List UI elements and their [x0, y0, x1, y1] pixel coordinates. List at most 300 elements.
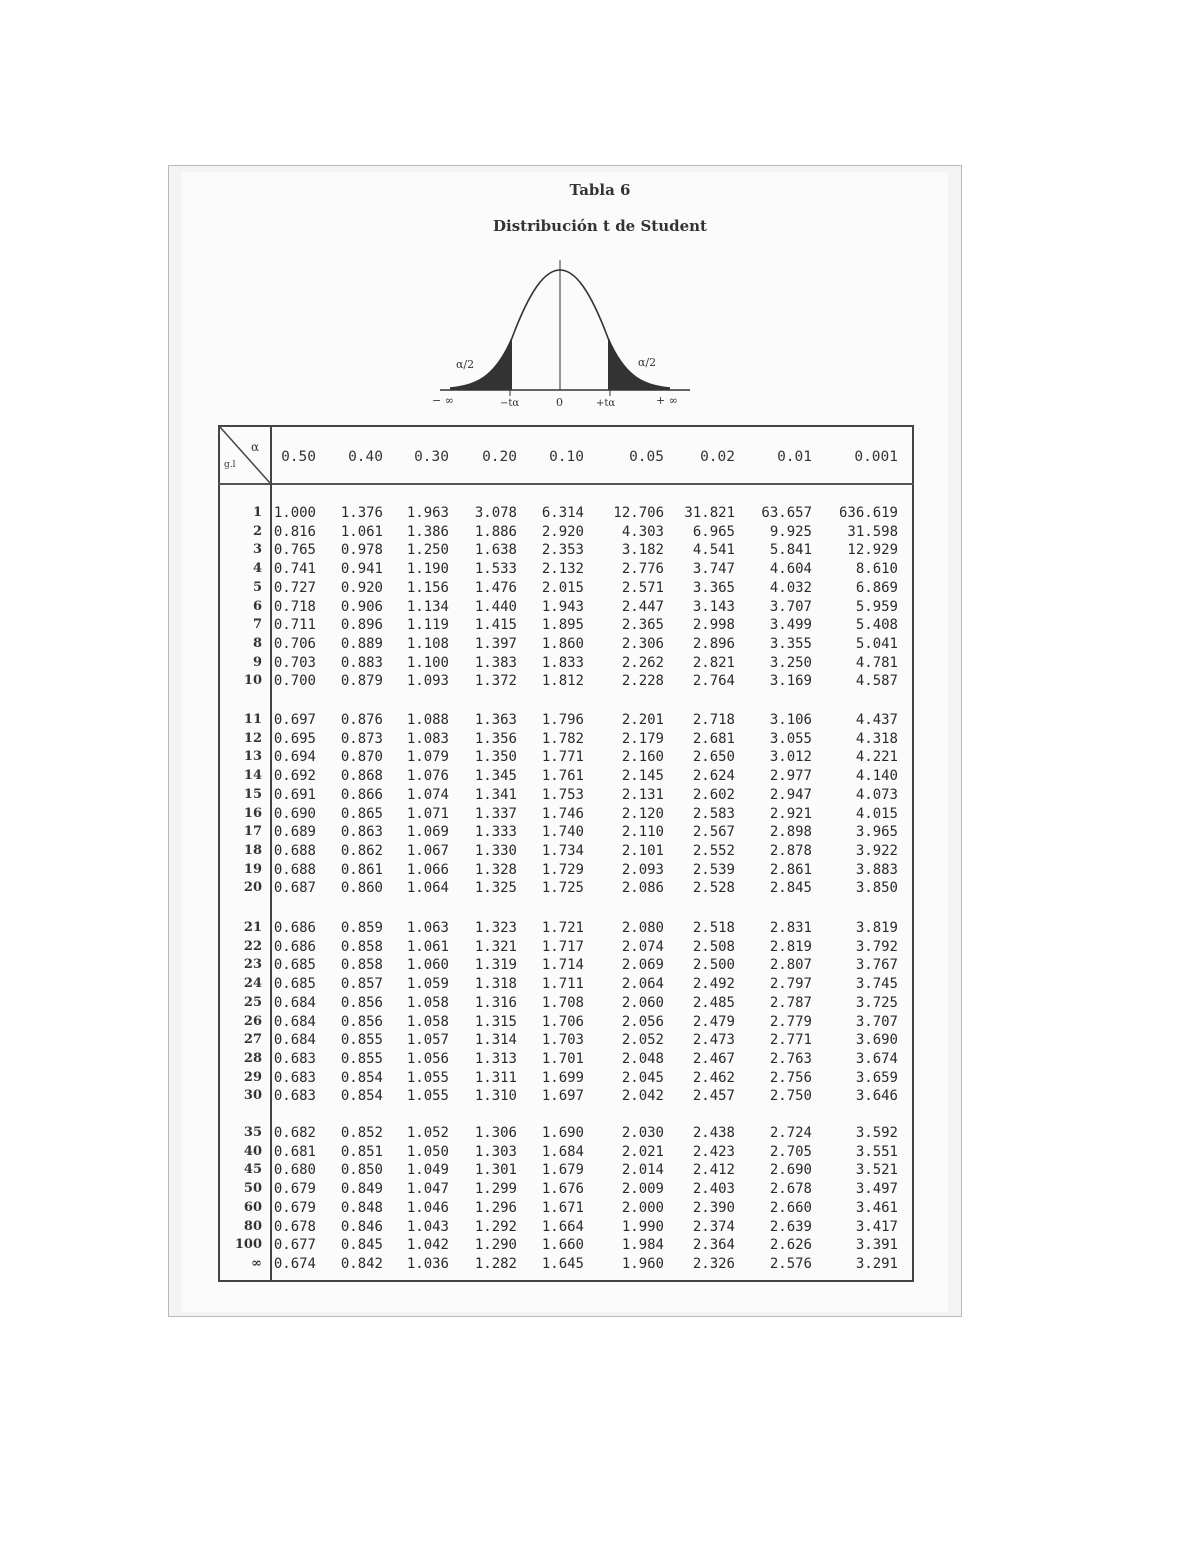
table-cell: 0.685: [273, 976, 316, 993]
table-cell: 1.282: [474, 1255, 517, 1272]
df-cell: 18: [243, 842, 262, 858]
table-cell: 1.660: [541, 1237, 584, 1254]
table-cell: 2.086: [621, 880, 664, 897]
table-cell: 1.316: [474, 994, 517, 1011]
table-cell: 1.310: [474, 1088, 517, 1105]
table-cell: 1.963: [406, 505, 449, 521]
df-cell: 26: [243, 1013, 262, 1029]
table-cell: 0.858: [340, 938, 383, 955]
table-cell: 0.866: [340, 786, 383, 803]
df-cell: 15: [243, 786, 262, 802]
table-cell: 2.660: [769, 1199, 812, 1216]
table-cell: 1.415: [474, 617, 517, 634]
table-cell: 1.108: [406, 635, 449, 652]
table-cell: 1.064: [406, 880, 449, 897]
table-cell: 0.857: [340, 976, 383, 993]
table-cell: 3.391: [855, 1237, 898, 1254]
table-cell: 1.330: [474, 842, 517, 859]
df-cell: 29: [243, 1069, 262, 1085]
table-cell: 2.000: [621, 1199, 664, 1216]
pos-inf-label: + ∞: [656, 394, 678, 407]
table-cell: 0.855: [340, 1050, 383, 1067]
alpha-header-4: 0.10: [549, 449, 584, 465]
table-cell: 2.014: [621, 1162, 664, 1179]
table-cell: 0.690: [273, 805, 316, 822]
table-cell: 2.110: [621, 824, 664, 841]
df-cell: 14: [243, 768, 262, 784]
table-cell: 1.729: [541, 861, 584, 878]
table-cell: 3.169: [769, 673, 812, 690]
table-cell: 3.365: [692, 579, 735, 596]
table-cell: 2.485: [692, 994, 735, 1011]
table-cell: 2.412: [692, 1162, 735, 1179]
table-cell: 0.686: [273, 920, 316, 936]
table-cell: 2.056: [621, 1013, 664, 1030]
table-cell: 0.859: [340, 920, 383, 936]
table-cell: 2.819: [769, 938, 812, 955]
df-cell: 23: [243, 957, 262, 973]
table-cell: 0.684: [273, 994, 316, 1011]
table-cell: 1.119: [406, 617, 449, 634]
table-cell: 1.860: [541, 635, 584, 652]
table-cell: 3.725: [855, 994, 898, 1011]
table-cell: 0.852: [340, 1125, 383, 1141]
df-cell: 13: [243, 749, 262, 765]
table-cell: 3.551: [855, 1143, 898, 1160]
table-cell: 1.717: [541, 938, 584, 955]
table-cell: 1.345: [474, 768, 517, 785]
table-cell: 1.314: [474, 1032, 517, 1049]
df-cell: 17: [243, 824, 262, 840]
table-cell: 1.074: [406, 786, 449, 803]
table-cell: 1.292: [474, 1218, 517, 1235]
table-cell: 2.064: [621, 976, 664, 993]
df-cell: 20: [243, 880, 262, 896]
table-cell: 1.796: [541, 712, 584, 728]
alpha-header-6: 0.02: [700, 449, 735, 465]
df-cell: ∞: [251, 1255, 262, 1271]
table-cell: 1.734: [541, 842, 584, 859]
table-cell: 0.865: [340, 805, 383, 822]
table-cell: 0.849: [340, 1181, 383, 1198]
table-cell: 0.683: [273, 1050, 316, 1067]
df-cell: 28: [243, 1050, 262, 1066]
table-cell: 0.848: [340, 1199, 383, 1216]
df-cell: 9: [252, 654, 262, 670]
table-cell: 0.688: [273, 842, 316, 859]
table-cell: 2.120: [621, 805, 664, 822]
table-cell: 2.771: [769, 1032, 812, 1049]
alpha-header-8: 0.001: [854, 449, 898, 465]
table-cell: 1.740: [541, 824, 584, 841]
table-cell: 2.639: [769, 1218, 812, 1235]
table-cell: 1.761: [541, 768, 584, 785]
table-cell: 3.819: [855, 920, 898, 936]
table-cell: 2.539: [692, 861, 735, 878]
table-cell: 2.583: [692, 805, 735, 822]
table-cell: 0.879: [340, 673, 383, 690]
table-cell: 1.771: [541, 749, 584, 766]
table-cell: 1.315: [474, 1013, 517, 1030]
df-cell: 50: [243, 1181, 262, 1197]
table-cell: 1.690: [541, 1125, 584, 1141]
table-cell: 1.990: [621, 1218, 664, 1235]
table-cell: 1.664: [541, 1218, 584, 1235]
alpha-header-2: 0.30: [414, 449, 449, 465]
table-cell: 3.850: [855, 880, 898, 897]
table-cell: 3.497: [855, 1181, 898, 1198]
table-cell: 1.676: [541, 1181, 584, 1198]
table-cell: 2.681: [692, 730, 735, 747]
table-cell: 2.015: [541, 579, 584, 596]
table-cell: 3.592: [855, 1125, 898, 1141]
alpha-label: α: [251, 440, 260, 454]
table-cell: 2.650: [692, 749, 735, 766]
table-cell: 3.143: [692, 598, 735, 615]
df-cell: 16: [243, 805, 262, 821]
table-cell: 0.873: [340, 730, 383, 747]
table-cell: 1.333: [474, 824, 517, 841]
table-cell: 63.657: [761, 505, 812, 521]
table-cell: 2.093: [621, 861, 664, 878]
t-distribution-curve: [420, 250, 720, 410]
table-cell: 1.058: [406, 1013, 449, 1030]
table-cell: 1.290: [474, 1237, 517, 1254]
table-cell: 1.066: [406, 861, 449, 878]
table-cell: 2.624: [692, 768, 735, 785]
table-cell: 0.679: [273, 1199, 316, 1216]
table-cell: 2.438: [692, 1125, 735, 1141]
table-cell: 1.782: [541, 730, 584, 747]
table-cell: 0.856: [340, 1013, 383, 1030]
table-cell: 4.587: [855, 673, 898, 690]
table-cell: 2.403: [692, 1181, 735, 1198]
table-cell: 2.807: [769, 957, 812, 974]
table-cell: 1.984: [621, 1237, 664, 1254]
table-cell: 0.718: [273, 598, 316, 615]
table-cell: 1.134: [406, 598, 449, 615]
table-cell: 3.690: [855, 1032, 898, 1049]
table-cell: 1.812: [541, 673, 584, 690]
table-cell: 0.856: [340, 994, 383, 1011]
table-cell: 5.408: [855, 617, 898, 634]
table-cell: 1.059: [406, 976, 449, 993]
table-cell: 3.499: [769, 617, 812, 634]
table-cell: 12.706: [613, 505, 664, 521]
table-cell: 2.528: [692, 880, 735, 897]
table-cell: 0.703: [273, 654, 316, 671]
table-cell: 0.695: [273, 730, 316, 747]
table-cell: 0.677: [273, 1237, 316, 1254]
table-cell: 0.883: [340, 654, 383, 671]
table-cell: 2.160: [621, 749, 664, 766]
df-cell: 40: [243, 1143, 262, 1159]
table-cell: 2.845: [769, 880, 812, 897]
table-cell: 4.221: [855, 749, 898, 766]
table-cell: 1.036: [406, 1255, 449, 1272]
table-cell: 3.417: [855, 1218, 898, 1235]
table-cell: 0.941: [340, 561, 383, 578]
table-cell: 0.741: [273, 561, 316, 578]
table-cell: 5.959: [855, 598, 898, 615]
table-cell: 0.906: [340, 598, 383, 615]
df-cell: 30: [243, 1088, 262, 1104]
table-cell: 1.088: [406, 712, 449, 728]
table-cell: 2.048: [621, 1050, 664, 1067]
table-cell: 2.896: [692, 635, 735, 652]
table-cell: 0.868: [340, 768, 383, 785]
table-cell: 1.721: [541, 920, 584, 936]
table-cell: 0.688: [273, 861, 316, 878]
table-cell: 2.101: [621, 842, 664, 859]
table-cell: 1.323: [474, 920, 517, 936]
table-cell: 31.598: [847, 523, 898, 540]
table-cell: 1.746: [541, 805, 584, 822]
table-cell: 3.106: [769, 712, 812, 728]
table-cell: 2.776: [621, 561, 664, 578]
table-cell: 2.365: [621, 617, 664, 634]
table-cell: 1.055: [406, 1088, 449, 1105]
table-cell: 2.552: [692, 842, 735, 859]
df-cell: 80: [243, 1218, 262, 1234]
table-cell: 4.015: [855, 805, 898, 822]
table-cell: 3.055: [769, 730, 812, 747]
table-cell: 1.071: [406, 805, 449, 822]
table-cell: 4.781: [855, 654, 898, 671]
table-cell: 1.684: [541, 1143, 584, 1160]
table-cell: 1.060: [406, 957, 449, 974]
table-cell: 0.700: [273, 673, 316, 690]
table-cell: 1.050: [406, 1143, 449, 1160]
table-cell: 6.965: [692, 523, 735, 540]
table-cell: 2.052: [621, 1032, 664, 1049]
table-cell: 0.674: [273, 1255, 316, 1272]
table-cell: 2.132: [541, 561, 584, 578]
table-cell: 2.060: [621, 994, 664, 1011]
table-cell: 1.886: [474, 523, 517, 540]
table-cell: 3.792: [855, 938, 898, 955]
table-cell: 0.851: [340, 1143, 383, 1160]
table-cell: 3.461: [855, 1199, 898, 1216]
table-cell: 1.061: [406, 938, 449, 955]
table-cell: 2.423: [692, 1143, 735, 1160]
df-cell: 25: [243, 994, 262, 1010]
table-cell: 3.012: [769, 749, 812, 766]
table-cell: 5.041: [855, 635, 898, 652]
table-cell: 2.831: [769, 920, 812, 936]
table-cell: 2.457: [692, 1088, 735, 1105]
table-cell: 2.920: [541, 523, 584, 540]
table-cell: 1.079: [406, 749, 449, 766]
table-cell: 1.638: [474, 542, 517, 559]
table-cell: 1.046: [406, 1199, 449, 1216]
table-cell: 0.816: [273, 523, 316, 540]
table-cell: 1.100: [406, 654, 449, 671]
table-subtitle: Distribución t de Student: [493, 217, 707, 235]
alpha-header-7: 0.01: [777, 449, 812, 465]
table-cell: 0.689: [273, 824, 316, 841]
table-cell: 1.076: [406, 768, 449, 785]
table-cell: 2.467: [692, 1050, 735, 1067]
table-cell: 3.078: [474, 505, 517, 521]
table-cell: 1.093: [406, 673, 449, 690]
header-rule: [218, 483, 914, 485]
table-cell: 3.747: [692, 561, 735, 578]
table-cell: 1.301: [474, 1162, 517, 1179]
table-cell: 1.303: [474, 1143, 517, 1160]
table-cell: 1.708: [541, 994, 584, 1011]
table-cell: 1.067: [406, 842, 449, 859]
neg-inf-label: − ∞: [432, 394, 454, 407]
table-cell: 2.626: [769, 1237, 812, 1254]
table-cell: 2.500: [692, 957, 735, 974]
table-cell: 2.764: [692, 673, 735, 690]
table-cell: 2.009: [621, 1181, 664, 1198]
table-cell: 1.397: [474, 635, 517, 652]
table-cell: 1.055: [406, 1069, 449, 1086]
table-cell: 1.714: [541, 957, 584, 974]
table-cell: 1.000: [273, 505, 316, 521]
table-cell: 2.690: [769, 1162, 812, 1179]
table-cell: 0.889: [340, 635, 383, 652]
table-cell: 3.291: [855, 1255, 898, 1272]
table-cell: 636.619: [838, 505, 898, 521]
df-cell: 12: [243, 730, 262, 746]
table-cell: 1.645: [541, 1255, 584, 1272]
table-cell: 1.833: [541, 654, 584, 671]
table-cell: 2.262: [621, 654, 664, 671]
table-cell: 3.922: [855, 842, 898, 859]
table-cell: 1.711: [541, 976, 584, 993]
table-cell: 1.325: [474, 880, 517, 897]
table-cell: 1.703: [541, 1032, 584, 1049]
table-cell: 1.960: [621, 1255, 664, 1272]
table-cell: 0.862: [340, 842, 383, 859]
table-cell: 1.069: [406, 824, 449, 841]
table-cell: 0.711: [273, 617, 316, 634]
table-cell: 2.779: [769, 1013, 812, 1030]
table-cell: 2.080: [621, 920, 664, 936]
table-cell: 1.372: [474, 673, 517, 690]
df-cell: 45: [243, 1162, 262, 1178]
table-cell: 1.063: [406, 920, 449, 936]
table-cell: 0.685: [273, 957, 316, 974]
table-cell: 0.896: [340, 617, 383, 634]
table-cell: 0.681: [273, 1143, 316, 1160]
table-cell: 3.355: [769, 635, 812, 652]
table-cell: 2.479: [692, 1013, 735, 1030]
table-cell: 2.787: [769, 994, 812, 1011]
table-cell: 2.921: [769, 805, 812, 822]
df-cell: 21: [243, 920, 262, 935]
df-cell: 100: [234, 1237, 262, 1253]
table-cell: 4.073: [855, 786, 898, 803]
table-cell: 6.314: [541, 505, 584, 521]
table-cell: 3.521: [855, 1162, 898, 1179]
table-cell: 3.745: [855, 976, 898, 993]
df-cell: 6: [252, 598, 262, 614]
table-cell: 1.052: [406, 1125, 449, 1141]
df-cell: 35: [243, 1125, 262, 1140]
df-cell: 60: [243, 1199, 262, 1215]
table-cell: 1.376: [340, 505, 383, 521]
table-cell: 0.692: [273, 768, 316, 785]
table-cell: 1.296: [474, 1199, 517, 1216]
df-cell: 3: [252, 542, 262, 558]
table-cell: 2.042: [621, 1088, 664, 1105]
df-cell: 24: [243, 976, 262, 992]
table-cell: 2.567: [692, 824, 735, 841]
table-cell: 8.610: [855, 561, 898, 578]
table-cell: 5.841: [769, 542, 812, 559]
alpha-header-0: 0.50: [281, 449, 316, 465]
table-cell: 2.447: [621, 598, 664, 615]
table-cell: 2.508: [692, 938, 735, 955]
table-cell: 2.678: [769, 1181, 812, 1198]
table-cell: 0.978: [340, 542, 383, 559]
table-cell: 1.440: [474, 598, 517, 615]
table-cell: 3.965: [855, 824, 898, 841]
table-cell: 2.021: [621, 1143, 664, 1160]
table-cell: 0.679: [273, 1181, 316, 1198]
table-cell: 0.686: [273, 938, 316, 955]
alpha-header-3: 0.20: [482, 449, 517, 465]
table-cell: 2.473: [692, 1032, 735, 1049]
table-cell: 2.390: [692, 1199, 735, 1216]
table-cell: 2.705: [769, 1143, 812, 1160]
table-cell: 0.850: [340, 1162, 383, 1179]
table-cell: 0.842: [340, 1255, 383, 1272]
table-cell: 1.337: [474, 805, 517, 822]
table-cell: 1.058: [406, 994, 449, 1011]
table-cell: 2.462: [692, 1069, 735, 1086]
df-cell: 10: [243, 673, 262, 689]
table-cell: 2.861: [769, 861, 812, 878]
table-cell: 1.311: [474, 1069, 517, 1086]
df-cell: 11: [243, 712, 262, 727]
table-cell: 0.687: [273, 880, 316, 897]
table-cell: 2.724: [769, 1125, 812, 1141]
table-cell: 2.179: [621, 730, 664, 747]
table-title: Tabla 6: [569, 181, 631, 199]
table-cell: 2.602: [692, 786, 735, 803]
table-cell: 2.797: [769, 976, 812, 993]
table-cell: 3.674: [855, 1050, 898, 1067]
table-cell: 3.250: [769, 654, 812, 671]
table-cell: 0.863: [340, 824, 383, 841]
pos-t-label: +tα: [596, 398, 616, 409]
table-cell: 0.697: [273, 712, 316, 728]
table-cell: 0.678: [273, 1218, 316, 1235]
table-cell: 0.683: [273, 1088, 316, 1105]
table-cell: 0.691: [273, 786, 316, 803]
table-cell: 3.707: [855, 1013, 898, 1030]
table-cell: 0.694: [273, 749, 316, 766]
table-cell: 1.383: [474, 654, 517, 671]
table-cell: 0.845: [340, 1237, 383, 1254]
table-cell: 12.929: [847, 542, 898, 559]
table-cell: 1.943: [541, 598, 584, 615]
table-cell: 2.763: [769, 1050, 812, 1067]
table-cell: 2.306: [621, 635, 664, 652]
df-cell: 27: [243, 1032, 262, 1048]
table-cell: 1.083: [406, 730, 449, 747]
table-cell: 1.386: [406, 523, 449, 540]
table-cell: 0.684: [273, 1013, 316, 1030]
table-cell: 1.725: [541, 880, 584, 897]
table-cell: 2.518: [692, 920, 735, 936]
table-cell: 2.074: [621, 938, 664, 955]
